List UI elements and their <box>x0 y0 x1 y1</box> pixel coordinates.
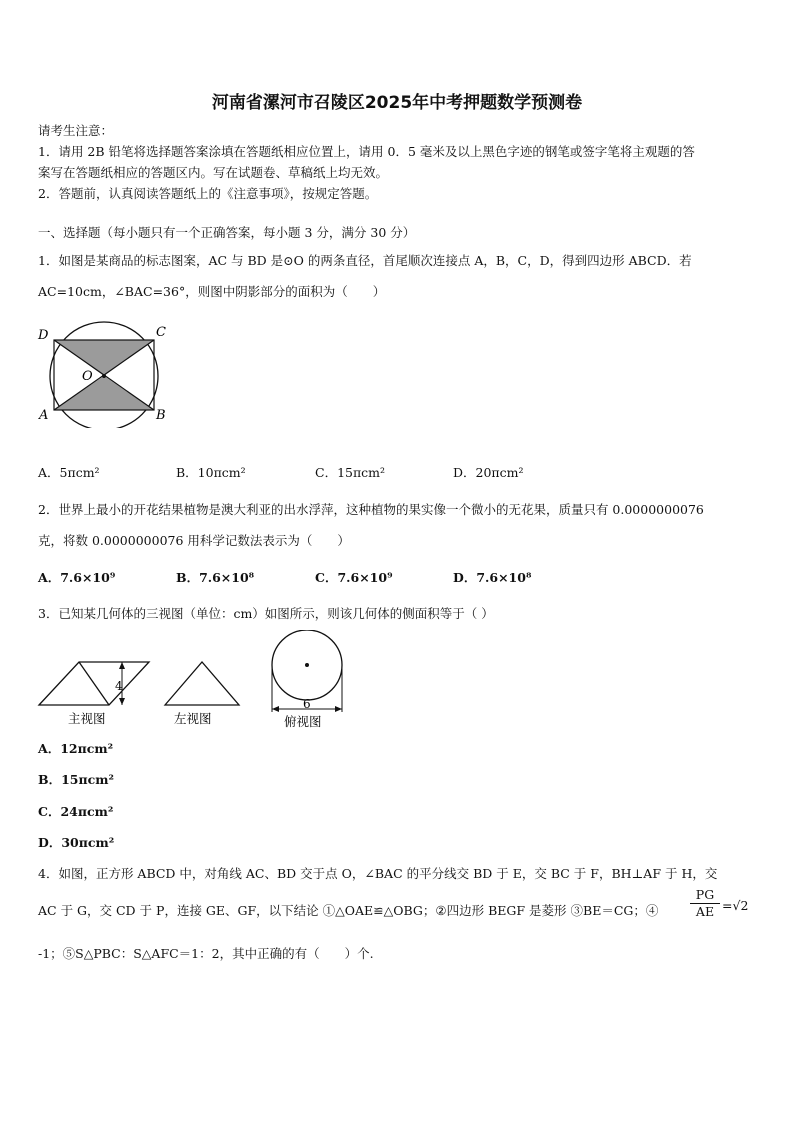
q2-line2: 克，将数 0.0000000076 用科学记数法表示为（ ） <box>38 533 350 548</box>
q4-line1: 4．如图，正方形 ABCD 中，对角线 AC、BD 交于点 O，∠BAC 的平分线交 BD 于 E，交 BC 于 F，BH⊥AF 于 H，交 <box>38 866 718 881</box>
q4-line3: -1；⑤S△PBC：S△AFC＝1：2，其中正确的有（ ）个. <box>38 946 374 961</box>
notice-heading: 请考生注意： <box>38 123 114 138</box>
q4-sqrt: =√2 <box>722 898 749 913</box>
q3-option-c[interactable]: C．24πcm² <box>38 804 114 819</box>
notice-item1-line1: 1．请用 2B 铅笔将选择题答案涂填在答题纸相应位置上，请用 0．5 毫米及以上黑色字迹的钢笔或签字笔将主观题的答 <box>38 144 695 159</box>
shaded-bottom <box>54 376 154 410</box>
q3-option-d[interactable]: D．30πcm² <box>38 835 115 850</box>
notice-item1-line2: 案写在答题纸相应的答题区内。写在试题卷、草稿纸上均无效。 <box>38 165 389 180</box>
q3-figure-views <box>34 630 364 736</box>
dim-arrow-left <box>272 706 279 712</box>
label-b: B <box>156 408 166 423</box>
q4-fraction <box>690 887 720 919</box>
page-title: 河南省漯河市召陵区2025年中考押题数学预测卷 <box>211 93 583 113</box>
q1-option-a[interactable]: A．5πcm² <box>38 465 100 480</box>
q2-option-b[interactable]: B．7.6×10⁸ <box>176 570 255 585</box>
q2-option-a[interactable]: A．7.6×10⁹ <box>38 570 116 585</box>
top-view-center <box>305 663 309 667</box>
front-view-diagonal <box>79 662 109 705</box>
q1-option-b[interactable]: B．10πcm² <box>176 465 246 480</box>
label-c: C <box>156 325 166 340</box>
q1-option-c[interactable]: C．15πcm² <box>315 465 386 480</box>
left-view-label: 左视图 <box>174 711 212 726</box>
q2-option-c[interactable]: C．7.6×10⁹ <box>315 570 393 585</box>
q2-line1: 2．世界上最小的开花结果植物是澳大利亚的出水浮萍，这种植物的果实像一个微小的无花果，质量只有 0.0000000076 <box>38 502 704 517</box>
q4-line2: AC 于 G，交 CD 于 P，连接 GE、GF，以下结论 ①△OAE≌△OBG；②四边形 BEGF 是菱形 ③BE＝CG；④ <box>38 903 659 918</box>
q3-option-a[interactable]: A．12πcm² <box>38 741 114 756</box>
notice-item2: 2．答题前，认真阅读答题纸上的《注意事项》，按规定答题。 <box>38 186 378 201</box>
diameter-label: 6 <box>303 697 311 711</box>
left-view-triangle <box>165 662 239 705</box>
dim-arrow-right <box>335 706 342 712</box>
section-heading: 一、选择题（每小题只有一个正确答案，每小题 3 分，满分 30 分） <box>38 225 416 240</box>
q1-option-d[interactable]: D．20πcm² <box>453 465 524 480</box>
label-a: A <box>39 408 49 423</box>
q1-line2: AC=10cm，∠BAC=36°，则图中阴影部分的面积为（ ） <box>38 284 386 299</box>
q2-option-d[interactable]: D．7.6×10⁸ <box>453 570 532 585</box>
label-o: O <box>82 369 93 384</box>
q4-fraction-denominator: AE <box>690 903 720 919</box>
q3-option-b[interactable]: B．15πcm² <box>38 772 114 787</box>
q3-line1: 3．已知某几何体的三视图（单位：cm）如图所示，则该几何体的侧面积等于（ ） <box>38 606 494 621</box>
q1-figure-circle <box>34 318 174 428</box>
label-d: D <box>38 328 49 343</box>
height-label: 4 <box>115 679 123 693</box>
top-view-label: 俯视图 <box>284 714 322 729</box>
height-arrow-top <box>119 662 125 669</box>
q4-fraction-numerator: PG <box>695 887 715 902</box>
front-view-label: 主视图 <box>68 711 106 726</box>
q1-line1: 1．如图是某商品的标志图案，AC 与 BD 是⊙O 的两条直径，首尾顺次连接点 A，B，C，D，得到四边形 ABCD．若 <box>38 253 692 268</box>
shaded-top <box>54 340 154 376</box>
center-dot <box>102 374 106 378</box>
height-arrow-bottom <box>119 698 125 705</box>
